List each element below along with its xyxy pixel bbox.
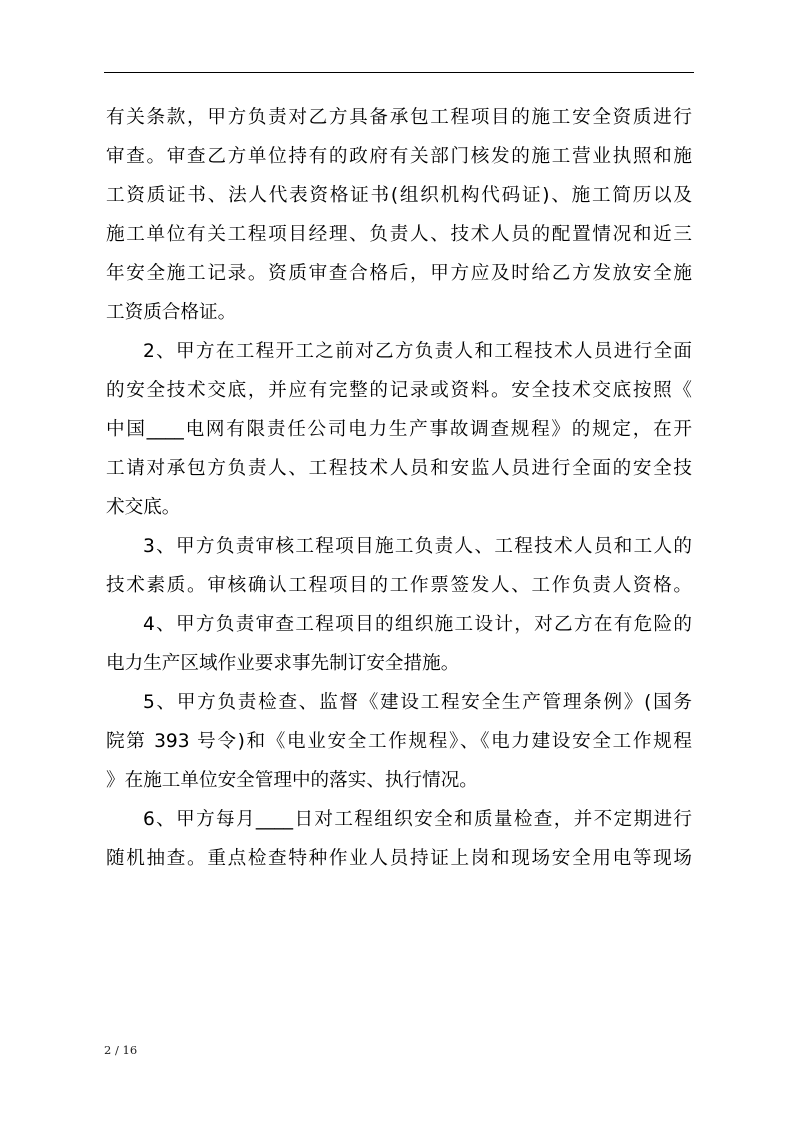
text-line: 电力生产区域作业要求事先制订安全措施。 — [106, 653, 460, 674]
text-line: 中国____电网有限责任公司电力生产事故调查规程》的规定，在开 — [106, 419, 692, 440]
document-body — [106, 98, 692, 878]
text-line: 工请对承包方负责人、工程技术人员和安监人员进行全面的安全技 — [106, 458, 692, 479]
text-line: 术交底。 — [106, 497, 181, 518]
text-line: 随机抽查。重点检查特种作业人员持证上岗和现场安全用电等现场 — [106, 848, 692, 869]
text-line: 有关条款，甲方负责对乙方具备承包工程项目的施工安全资质进行 — [106, 107, 692, 128]
text-line: 院第 393 号令)和《电业安全工作规程》、《电力建设安全工作规程 — [106, 731, 692, 752]
paragraph-start-line: 2、甲方在工程开工之前对乙方负责人和工程技术人员进行全面 — [143, 341, 692, 362]
paragraph-start-line: 6、甲方每月____日对工程组织安全和质量检查，并不定期进行 — [143, 809, 692, 830]
text-line: 工资质证书、法人代表资格证书(组织机构代码证)、施工简历以及 — [106, 185, 692, 206]
page-number: 2 / 16 — [104, 1043, 138, 1057]
paragraph-start-line: 4、甲方负责审查工程项目的组织施工设计，对乙方在有危险的 — [143, 614, 692, 635]
text-line: 施工单位有关工程项目经理、负责人、技术人员的配置情况和近三 — [106, 224, 692, 245]
text-line: 的安全技术交底，并应有完整的记录或资料。安全技术交底按照《 — [106, 380, 692, 401]
paragraph-start-line: 5、甲方负责检查、监督《建设工程安全生产管理条例》(国务 — [143, 692, 692, 713]
header-rule — [104, 72, 694, 73]
text-line: 审查。审查乙方单位持有的政府有关部门核发的施工营业执照和施 — [106, 146, 692, 167]
text-line: 年安全施工记录。资质审查合格后，甲方应及时给乙方发放安全施 — [106, 263, 692, 284]
text-line: 工资质合格证。 — [106, 302, 237, 323]
text-line: 技术素质。审核确认工程项目的工作票签发人、工作负责人资格。 — [106, 575, 692, 596]
text-line: 》在施工单位安全管理中的落实、执行情况。 — [106, 770, 478, 791]
paragraph-start-line: 3、甲方负责审核工程项目施工负责人、工程技术人员和工人的 — [143, 536, 692, 557]
